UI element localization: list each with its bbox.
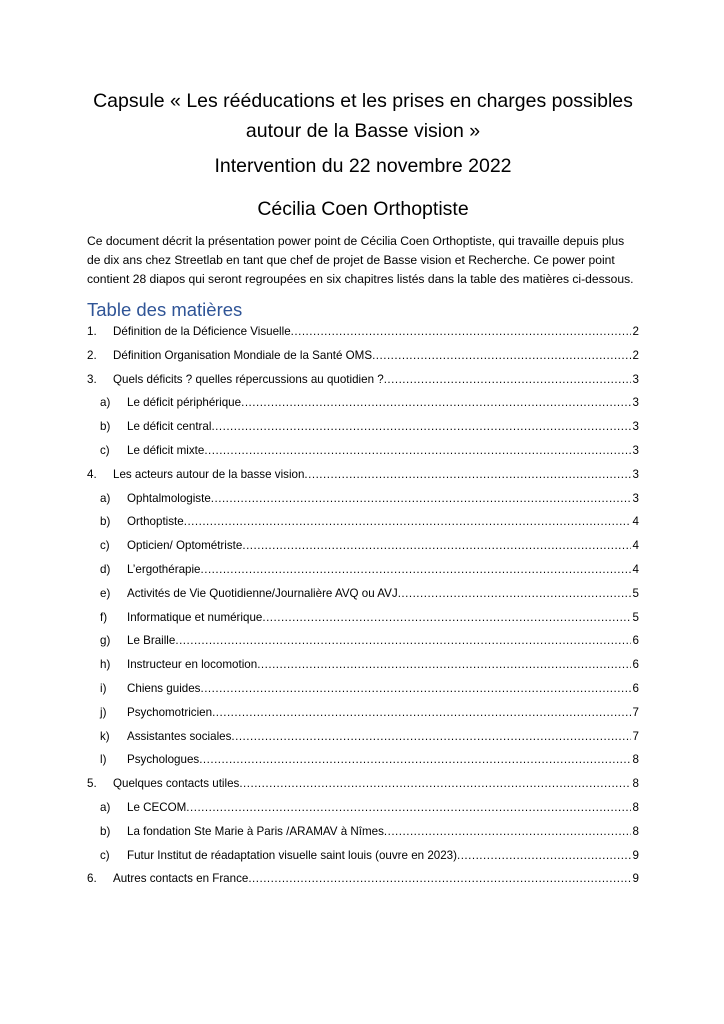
document-title-line-2: autour de la Basse vision » bbox=[245, 120, 481, 142]
toc-entry-line bbox=[113, 463, 639, 487]
toc-entry-line bbox=[127, 534, 639, 558]
toc-entry[interactable] bbox=[87, 510, 639, 534]
toc-entry-number: 4. bbox=[87, 467, 97, 481]
toc-entry-line bbox=[113, 772, 639, 796]
toc-entry-line bbox=[127, 820, 639, 844]
toc-entry-title[interactable]: Le CECOM bbox=[127, 796, 186, 820]
toc-entry[interactable] bbox=[87, 725, 639, 749]
toc-entry-page-number: 8 bbox=[632, 777, 639, 791]
toc-dot-leader bbox=[211, 487, 631, 511]
toc-entry-number: 5. bbox=[87, 777, 97, 791]
toc-entry-page-number: 3 bbox=[632, 443, 639, 457]
toc-dot-leader bbox=[184, 510, 631, 534]
toc-entry-line bbox=[127, 391, 639, 415]
toc-entry-title[interactable]: Le Braille bbox=[127, 629, 175, 653]
toc-entry-page-number: 3 bbox=[632, 491, 639, 505]
toc-dot-leader bbox=[186, 796, 630, 820]
toc-entry-number: b) bbox=[100, 420, 111, 434]
toc-entry-line bbox=[127, 748, 639, 772]
toc-entry[interactable] bbox=[87, 487, 639, 511]
intro-line-3: contient 28 diapos qui seront regroupées en six chapitres listés dans la table des matières ci-dessous. bbox=[87, 272, 634, 287]
toc-entry-page-number: 5 bbox=[632, 586, 639, 600]
toc-entry-line bbox=[127, 796, 639, 820]
toc-entry-line bbox=[127, 558, 639, 582]
toc-entry-line bbox=[127, 725, 639, 749]
table-of-contents bbox=[87, 320, 639, 891]
toc-entry[interactable] bbox=[87, 391, 639, 415]
toc-entry[interactable] bbox=[87, 558, 639, 582]
toc-entry-page-number: 7 bbox=[632, 729, 639, 743]
toc-entry-page-number: 8 bbox=[632, 800, 639, 814]
toc-entry-page-number: 3 bbox=[632, 396, 639, 410]
toc-entry-page-number: 2 bbox=[632, 325, 639, 338]
toc-entry-title[interactable]: Autres contacts en France bbox=[113, 867, 248, 891]
toc-entry-page-number: 4 bbox=[632, 515, 639, 529]
toc-entry-page-number: 3 bbox=[632, 467, 639, 481]
toc-entry[interactable] bbox=[87, 368, 639, 392]
toc-entry-page-number: 9 bbox=[632, 848, 639, 862]
toc-entry-title[interactable]: Définition de la Déficience Visuelle bbox=[113, 320, 291, 344]
toc-entry-line bbox=[127, 701, 639, 725]
toc-entry-line bbox=[113, 867, 639, 891]
document-title-line-1: Capsule « Les rééducations et les prises en charges possibles bbox=[93, 90, 633, 112]
toc-entry-number: g) bbox=[100, 634, 111, 648]
toc-entry[interactable] bbox=[87, 772, 639, 796]
toc-entry-number: a) bbox=[100, 396, 111, 410]
toc-entry-title[interactable]: Futur Institut de réadaptation visuelle saint louis (ouvre en 2023) bbox=[127, 844, 457, 868]
toc-entry-page-number: 9 bbox=[632, 872, 639, 886]
toc-entry-line bbox=[127, 629, 639, 653]
toc-entry[interactable] bbox=[87, 701, 639, 725]
toc-dot-leader bbox=[291, 320, 631, 344]
toc-entry-line bbox=[127, 677, 639, 701]
toc-entry-line bbox=[127, 439, 639, 463]
toc-entry-line bbox=[113, 368, 639, 392]
toc-entry-number: f) bbox=[100, 610, 108, 624]
toc-dot-leader bbox=[204, 439, 630, 463]
toc-entry-title[interactable]: Psychologues bbox=[127, 748, 199, 772]
toc-entry-title[interactable]: Instructeur en locomotion bbox=[127, 653, 257, 677]
toc-entry-page-number: 7 bbox=[632, 705, 639, 719]
toc-entry-line bbox=[127, 510, 639, 534]
toc-dot-leader bbox=[241, 391, 630, 415]
toc-entry[interactable] bbox=[87, 820, 639, 844]
toc-entry-line bbox=[127, 487, 639, 511]
toc-entry-title[interactable]: Psychomotricien bbox=[127, 701, 212, 725]
toc-dot-leader bbox=[257, 653, 630, 677]
toc-entry[interactable] bbox=[87, 344, 639, 368]
toc-entry-page-number: 4 bbox=[632, 562, 639, 576]
toc-entry-line bbox=[127, 606, 639, 630]
toc-dot-leader bbox=[212, 701, 630, 725]
toc-entry-page-number: 8 bbox=[632, 753, 639, 767]
toc-dot-leader bbox=[262, 606, 630, 630]
toc-entry-page-number: 4 bbox=[632, 539, 639, 553]
toc-entry-number: 2. bbox=[87, 348, 97, 362]
toc-dot-leader bbox=[384, 820, 631, 844]
toc-entry[interactable] bbox=[87, 867, 639, 891]
intro-line-1: Ce document décrit la présentation power point de Cécilia Coen Orthoptiste, qui travaille depuis plus bbox=[87, 234, 625, 248]
toc-entry-number: a) bbox=[100, 800, 111, 814]
document-page bbox=[87, 0, 639, 1024]
toc-entry-number: k) bbox=[100, 729, 110, 743]
toc-entry[interactable] bbox=[87, 415, 639, 439]
toc-entry-number: h) bbox=[100, 658, 111, 672]
toc-dot-leader bbox=[201, 558, 631, 582]
toc-entry-page-number: 3 bbox=[632, 372, 639, 386]
toc-dot-leader bbox=[231, 725, 630, 749]
toc-dot-leader bbox=[457, 844, 631, 868]
toc-entry-title[interactable]: Activités de Vie Quotidienne/Journalière AVQ ou AVJ bbox=[127, 582, 398, 606]
toc-entry-title[interactable]: Définition Organisation Mondiale de la Santé OMS bbox=[113, 344, 372, 368]
toc-entry-line bbox=[113, 320, 639, 344]
toc-entry-page-number: 8 bbox=[632, 824, 639, 838]
toc-entry[interactable] bbox=[87, 796, 639, 820]
toc-entry-title[interactable]: Chiens guides bbox=[127, 677, 200, 701]
toc-dot-leader bbox=[242, 534, 630, 558]
toc-entry-title[interactable]: Informatique et numérique bbox=[127, 606, 262, 630]
toc-entry-number: i) bbox=[100, 681, 107, 695]
toc-entry-title[interactable]: Quelques contacts utiles bbox=[113, 772, 239, 796]
toc-entry-number: 6. bbox=[87, 872, 97, 886]
intro-line-2: de dix ans chez Streetlab en tant que chef de projet de Basse vision et Recherche. Ce power point bbox=[87, 253, 615, 268]
toc-entry-page-number: 6 bbox=[632, 634, 639, 648]
toc-entry-title[interactable]: Opticien/ Optométriste bbox=[127, 534, 242, 558]
toc-entry-number: c) bbox=[100, 443, 110, 457]
toc-dot-leader bbox=[239, 772, 630, 796]
document-subtitle: Intervention du 22 novembre 2022 bbox=[214, 155, 512, 177]
toc-entry[interactable] bbox=[87, 463, 639, 487]
toc-entry[interactable] bbox=[87, 677, 639, 701]
toc-entry-title[interactable]: Le déficit central bbox=[127, 415, 211, 439]
toc-entry-page-number: 3 bbox=[632, 420, 639, 434]
toc-entry-number: c) bbox=[100, 539, 110, 553]
toc-dot-leader bbox=[200, 677, 630, 701]
toc-dot-leader bbox=[304, 463, 630, 487]
toc-dot-leader bbox=[248, 867, 630, 891]
toc-entry[interactable] bbox=[87, 629, 639, 653]
toc-entry-number: j) bbox=[100, 705, 107, 719]
toc-entry-line bbox=[127, 582, 639, 606]
toc-entry-line bbox=[127, 653, 639, 677]
toc-dot-leader bbox=[175, 629, 630, 653]
toc-entry[interactable] bbox=[87, 320, 639, 344]
toc-entry-number: 3. bbox=[87, 372, 97, 386]
toc-dot-leader bbox=[398, 582, 631, 606]
toc-entry-number: b) bbox=[100, 824, 111, 838]
toc-entry-title[interactable]: Ophtalmologiste bbox=[127, 487, 211, 511]
toc-dot-leader bbox=[199, 748, 630, 772]
toc-dot-leader bbox=[372, 344, 630, 368]
intro-paragraph bbox=[87, 232, 639, 290]
toc-dot-leader bbox=[211, 415, 630, 439]
toc-entry-number: b) bbox=[100, 515, 111, 529]
toc-entry-number: 1. bbox=[87, 325, 97, 338]
toc-entry[interactable] bbox=[87, 439, 639, 463]
toc-entry-title[interactable]: Orthoptiste bbox=[127, 510, 184, 534]
toc-entry-title[interactable]: Assistantes sociales bbox=[127, 725, 231, 749]
toc-entry-number: l) bbox=[100, 753, 107, 767]
toc-entry-number: a) bbox=[100, 491, 111, 505]
toc-entry[interactable] bbox=[87, 844, 639, 868]
toc-entry-line bbox=[127, 844, 639, 868]
toc-entry-title[interactable]: Le déficit mixte bbox=[127, 439, 204, 463]
toc-entry[interactable] bbox=[87, 606, 639, 630]
toc-entry-line bbox=[127, 415, 639, 439]
toc-dot-leader bbox=[384, 368, 631, 392]
toc-entry-title[interactable]: Quels déficits ? quelles répercussions au quotidien ? bbox=[113, 368, 384, 392]
toc-entry[interactable] bbox=[87, 534, 639, 558]
toc-entry-title[interactable]: La fondation Ste Marie à Paris /ARAMAV à Nîmes bbox=[127, 820, 384, 844]
toc-entry-page-number: 2 bbox=[632, 348, 639, 362]
document-title bbox=[87, 86, 639, 146]
toc-heading: Table des matières bbox=[87, 299, 243, 320]
toc-entry-title[interactable]: Les acteurs autour de la basse vision bbox=[113, 463, 304, 487]
toc-entry-line bbox=[113, 344, 639, 368]
toc-entry-title[interactable]: L’ergothérapie bbox=[127, 558, 201, 582]
toc-entry-page-number: 6 bbox=[632, 658, 639, 672]
toc-entry-title[interactable]: Le déficit périphérique bbox=[127, 391, 241, 415]
toc-entry-page-number: 6 bbox=[632, 681, 639, 695]
document-author: Cécilia Coen Orthoptiste bbox=[257, 198, 469, 220]
toc-entry-number: e) bbox=[100, 586, 111, 600]
toc-entry[interactable] bbox=[87, 748, 639, 772]
toc-entry-number: d) bbox=[100, 562, 111, 576]
toc-entry-number: c) bbox=[100, 848, 110, 862]
toc-entry-page-number: 5 bbox=[632, 610, 639, 624]
toc-entry[interactable] bbox=[87, 653, 639, 677]
toc-entry[interactable] bbox=[87, 582, 639, 606]
